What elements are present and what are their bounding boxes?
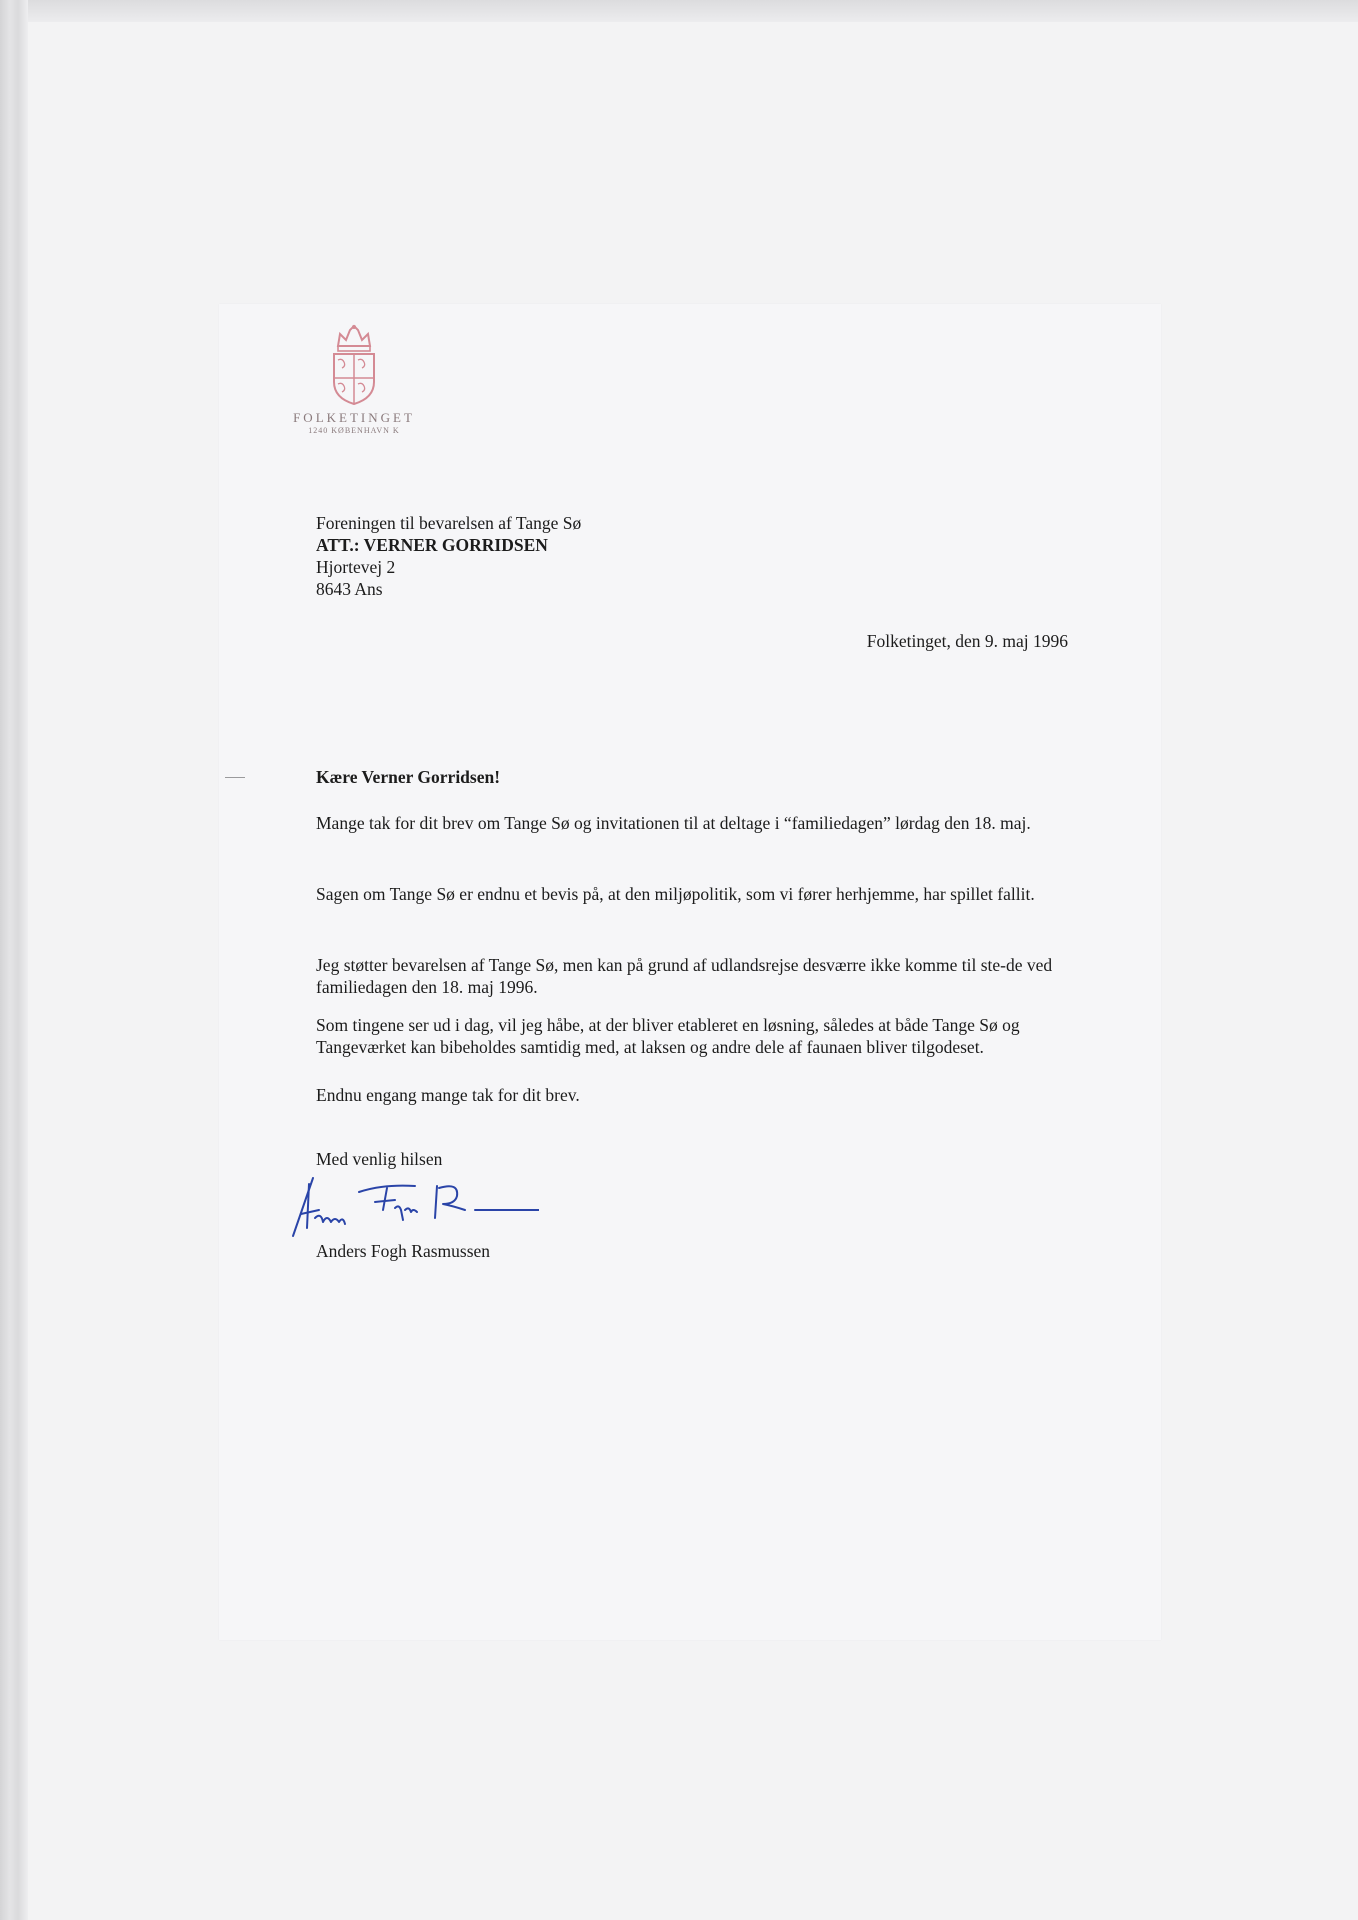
coat-of-arms-icon: [328, 324, 380, 406]
recipient-city: 8643 Ans: [316, 579, 383, 599]
scan-top-edge: [0, 0, 1358, 22]
paragraph-1: Mange tak for dit brev om Tange Sø og invitationen til at deltage i “familiedagen” lørdag den 18. maj.: [316, 813, 1031, 833]
recipient-address: [316, 512, 581, 600]
scan-left-edge: [0, 0, 28, 1920]
salutation: Kære Verner Gorridsen!: [316, 767, 501, 787]
margin-mark: [225, 777, 245, 778]
letterhead: [279, 324, 429, 435]
letter-page: [219, 304, 1161, 1640]
paragraph-3: Jeg støtter bevarelsen af Tange Sø, men kan på grund af udlandsrejse desværre ikke komme til ste-de ved familiedagen den 18. maj 1996.: [316, 955, 1053, 997]
paragraph-2: Sagen om Tange Sø er endnu et bevis på, at den miljøpolitik, som vi fører herhjemme, har spillet fallit.: [316, 884, 1035, 904]
letterhead-address: 1240 KØBENHAVN K: [308, 426, 400, 435]
signer-name: Anders Fogh Rasmussen: [316, 1241, 491, 1261]
paragraph-4: Som tingene ser ud i dag, vil jeg håbe, at der bliver etableret en løsning, således at både Tange Sø og Tangeværket kan bibeholdes samtidig med, at laksen og andre dele af faunaen bliver tilgodeset.: [316, 1015, 1020, 1057]
recipient-organization: Foreningen til bevarelsen af Tange Sø: [316, 513, 582, 533]
paragraph-5: Endnu engang mange tak for dit brev.: [316, 1085, 580, 1105]
recipient-street: Hjortevej 2: [316, 557, 396, 577]
letterhead-name: FOLKETINGET: [293, 410, 415, 425]
closing: Med venlig hilsen: [316, 1149, 443, 1169]
recipient-attention: ATT.: VERNER GORRIDSEN: [316, 535, 548, 555]
letter-date: Folketinget, den 9. maj 1996: [866, 631, 1068, 651]
